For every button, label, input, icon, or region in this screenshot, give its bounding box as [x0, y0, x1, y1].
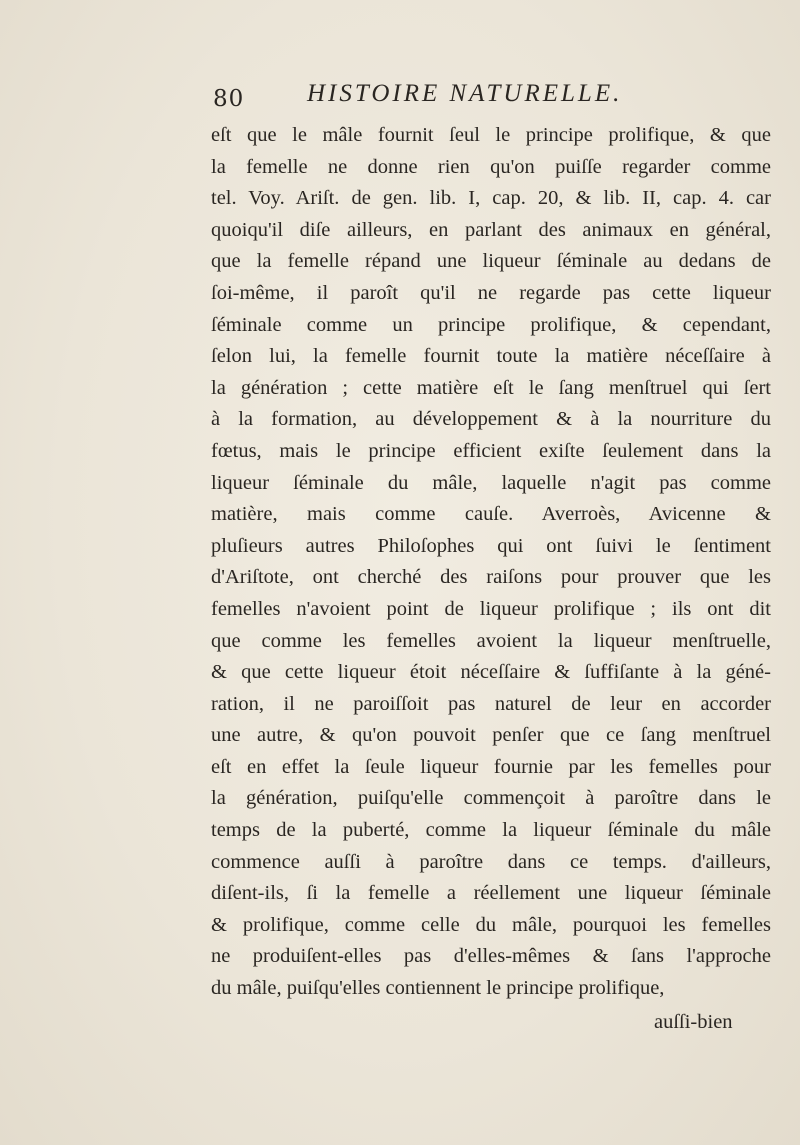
- text-line: femelles n'avoient point de liqueur prolifique ; ils ont dit: [211, 597, 771, 620]
- page-number: 80: [213, 86, 245, 112]
- text-line: tel. Voy. Ariſt. de gen. lib. I, cap. 20, & lib. II, cap. 4. car: [211, 187, 771, 210]
- text-line: & prolifique, comme celle du mâle, pourquoi les femelles: [211, 913, 771, 936]
- text-line: la génération ; cette matière eſt le ſang menſtruel qui ſert: [211, 376, 771, 399]
- text-line: une autre, & qu'on pouvoit penſer que ce ſang menſtruel: [211, 724, 771, 747]
- page-header: [213, 80, 773, 116]
- text-line: que la femelle répand une liqueur ſéminale au dedans de: [211, 250, 771, 273]
- text-line: commence auſſi à paroître dans ce temps. d'ailleurs,: [211, 850, 771, 873]
- text-line: ration, il ne paroiſſoit pas naturel de leur en accorder: [211, 692, 771, 715]
- text-line: à la formation, au développement & à la nourriture du: [211, 408, 771, 431]
- text-line: que comme les femelles avoient la liqueur menſtruelle,: [211, 629, 771, 652]
- body-text: [211, 120, 771, 1005]
- text-line: ſelon lui, la femelle fournit toute la matière néceſſaire à: [211, 345, 771, 368]
- catchword: auſſi-bien: [654, 1011, 733, 1033]
- text-line: fœtus, mais le principe efficient exiſte ſeulement dans la: [211, 439, 771, 462]
- text-line: pluſieurs autres Philoſophes qui ont ſuivi le ſentiment: [211, 534, 771, 557]
- text-line: la génération, puiſqu'elle commençoit à paroître dans le: [211, 787, 771, 810]
- text-line: d'Ariſtote, ont cherché des raiſons pour prouver que les: [211, 566, 771, 589]
- text-line: du mâle, puiſqu'elles contiennent le principe prolifique,: [211, 977, 665, 1000]
- text-line: ne produiſent-elles pas d'elles-mêmes & ſans l'approche: [211, 945, 771, 968]
- text-line: liqueur ſéminale du mâle, laquelle n'agit pas comme: [211, 471, 771, 494]
- text-line: quoiqu'il diſe ailleurs, en parlant des animaux en général,: [211, 218, 771, 241]
- text-line: ſoi-même, il paroît qu'il ne regarde pas cette liqueur: [211, 281, 771, 304]
- text-line: matière, mais comme cauſe. Averroès, Avicenne &: [211, 503, 771, 526]
- text-line: diſent-ils, ſi la femelle a réellement une liqueur ſéminale: [211, 882, 771, 905]
- text-line: la femelle ne donne rien qu'on puiſſe regarder comme: [211, 155, 771, 178]
- text-line: ſéminale comme un principe prolifique, & cependant,: [211, 313, 771, 336]
- text-line: temps de la puberté, comme la liqueur ſéminale du mâle: [211, 819, 771, 842]
- text-line: eſt que le mâle fournit ſeul le principe prolifique, & que: [211, 124, 771, 146]
- text-line: & que cette liqueur étoit néceſſaire & ſuffiſante à la géné-: [211, 661, 771, 684]
- running-title: HISTOIRE NATURELLE.: [307, 80, 623, 107]
- text-line: eſt en effet la ſeule liqueur fournie par les femelles pour: [211, 755, 771, 778]
